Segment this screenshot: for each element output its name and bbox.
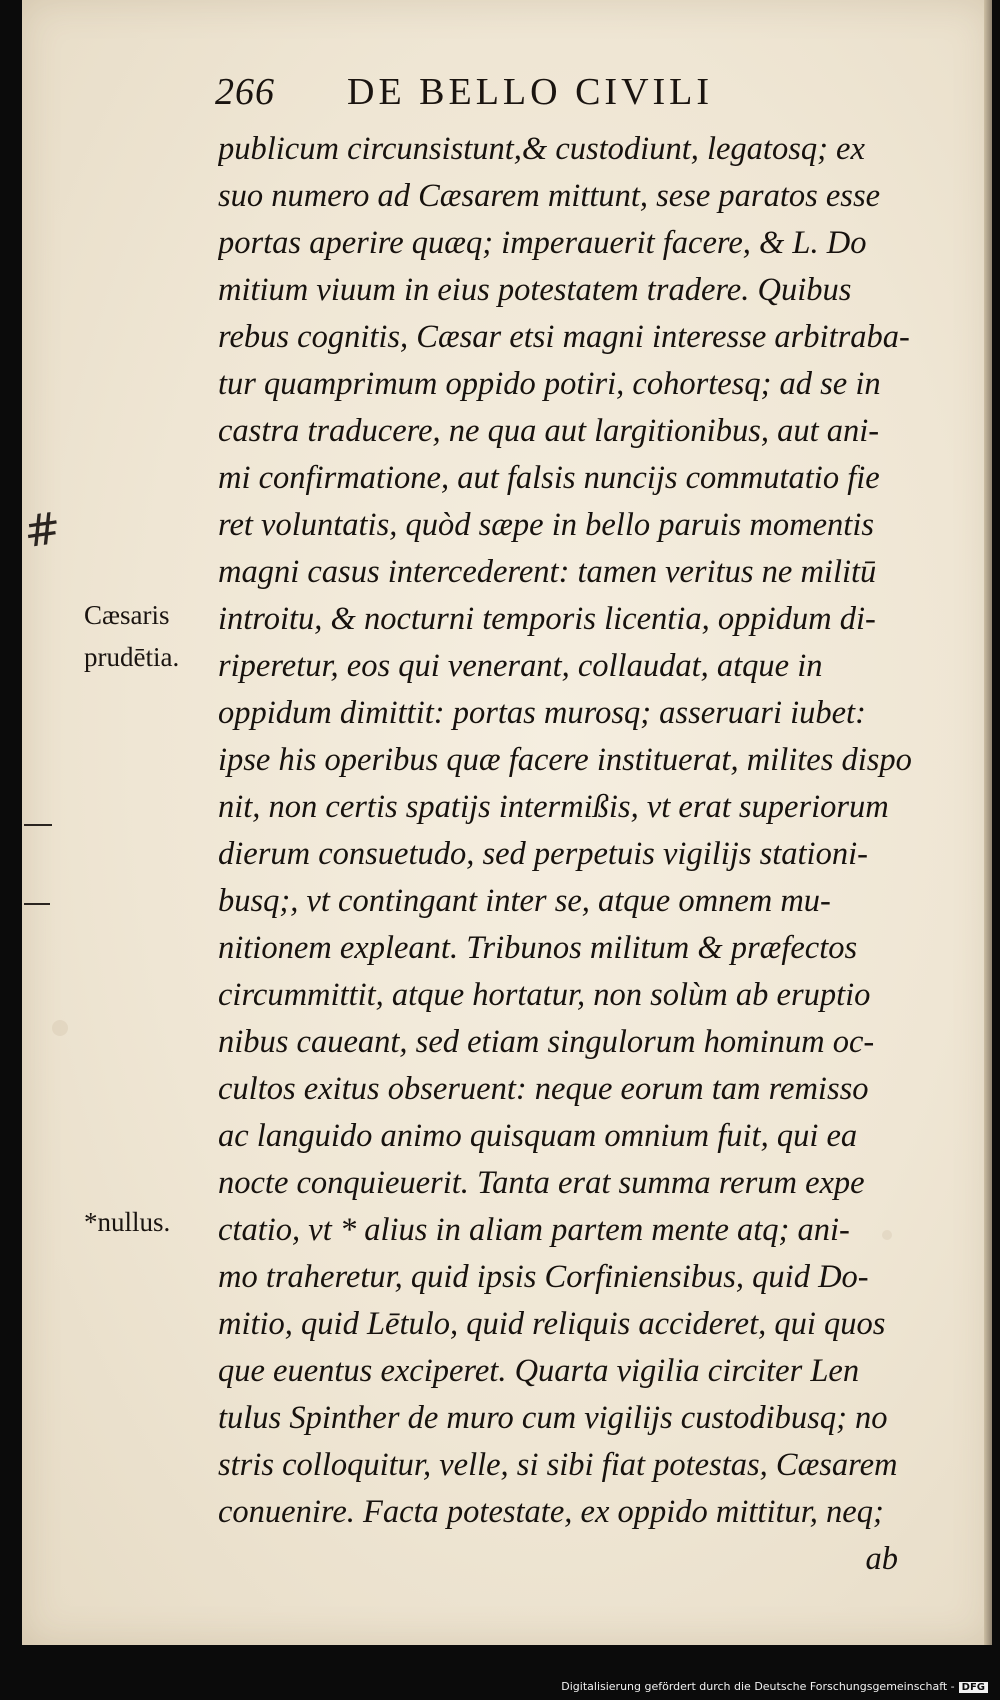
text-line: tur quamprimum oppido potiri, cohortesq; ad se in (218, 366, 881, 402)
text-line: suo numero ad Cæsarem mittunt, sese paratos esse (218, 178, 881, 214)
text-line: ret voluntatis, quòd sæpe in bello paruis momentis (218, 507, 874, 543)
text-line: conuenire. Facta potestate, ex oppido mittitur, neq; (218, 1494, 884, 1530)
margin-note-nullus: *nullus. (84, 1207, 171, 1237)
text-line: introitu, & nocturni temporis licentia, oppidum di- (218, 601, 876, 637)
text-line: castra traducere, ne qua aut largitionibus, aut ani- (218, 413, 880, 449)
text-line: ac languido animo quisquam omnium fuit, qui ea (218, 1118, 858, 1154)
text-line: tulus Spinther de muro cum vigilijs custodibusq; no (218, 1400, 888, 1436)
running-title: DE BELLO CIVILI (347, 71, 714, 113)
text-line: cultos exitus obseruent: neque eorum tam remisso (218, 1071, 869, 1107)
text-line: nitionem expleant. Tribunos militum & præfectos (218, 930, 858, 966)
page-number: 266 (215, 71, 275, 113)
running-header (215, 70, 915, 114)
dfg-logo: DFG (959, 1682, 988, 1693)
text-line: publicum circunsistunt,& custodiunt, legatosq; ex (218, 131, 865, 167)
text-line: ipse his operibus quæ facere instituerat, milites dispo (218, 742, 912, 778)
text-line: busq;, vt contingant inter se, atque omnem mu- (218, 883, 831, 919)
text-line: nocte conquieuerit. Tanta erat summa rerum expe (218, 1165, 865, 1201)
text-line: nit, non certis spatijs intermißis, vt erat superiorum (218, 789, 889, 825)
credit-text: Digitalisierung gefördert durch die Deutsche Forschungsgemeinschaft - (561, 1680, 955, 1693)
text-line: magni casus intercederent: tamen veritus ne militū (218, 554, 877, 590)
text-line: mo traheretur, quid ipsis Corfiniensibus, quid Do- (218, 1259, 869, 1295)
margin-tick-mark (24, 903, 50, 905)
text-line: portas aperire quæq; imperauerit facere, & L. Do (218, 225, 867, 261)
text-line: circummittit, atque hortatur, non solùm ab eruptio (218, 977, 871, 1013)
foxing-spot (52, 1020, 68, 1036)
text-line: riperetur, eos qui venerant, collaudat, atque in (218, 648, 823, 684)
page-edge (984, 0, 992, 1645)
text-line: nibus caueant, sed etiam singulorum hominum oc- (218, 1024, 875, 1060)
text-line: rebus cognitis, Cæsar etsi magni interesse arbitraba- (218, 319, 910, 355)
text-line: que euentus exciperet. Quarta vigilia circiter Len (218, 1353, 860, 1389)
margin-note-prudentia: prudētia. (84, 642, 180, 672)
text-line: dierum consuetudo, sed perpetuis vigilijs stationi- (218, 836, 868, 872)
text-line: mitio, quid Lētulo, quid reliquis accideret, qui quos (218, 1306, 886, 1342)
text-line: stris colloquitur, velle, si sibi fiat potestas, Cæsarem (218, 1447, 898, 1483)
digitization-credit (561, 1680, 988, 1693)
hash-annotation: # (20, 502, 65, 559)
catchword: ab (865, 1541, 898, 1577)
text-line: oppidum dimittit: portas murosq; asseruari iubet: (218, 695, 866, 731)
body-text (218, 126, 938, 1583)
text-line: mi confirmatione, aut falsis nuncijs commutatio fie (218, 460, 880, 496)
text-line: ctatio, vt * alius in aliam partem mente atq; ani- (218, 1212, 850, 1248)
margin-note-caesaris: Cæsaris (84, 600, 170, 630)
margin-tick-mark (24, 824, 52, 826)
text-line: mitium viuum in eius potestatem tradere. Quibus (218, 272, 852, 308)
